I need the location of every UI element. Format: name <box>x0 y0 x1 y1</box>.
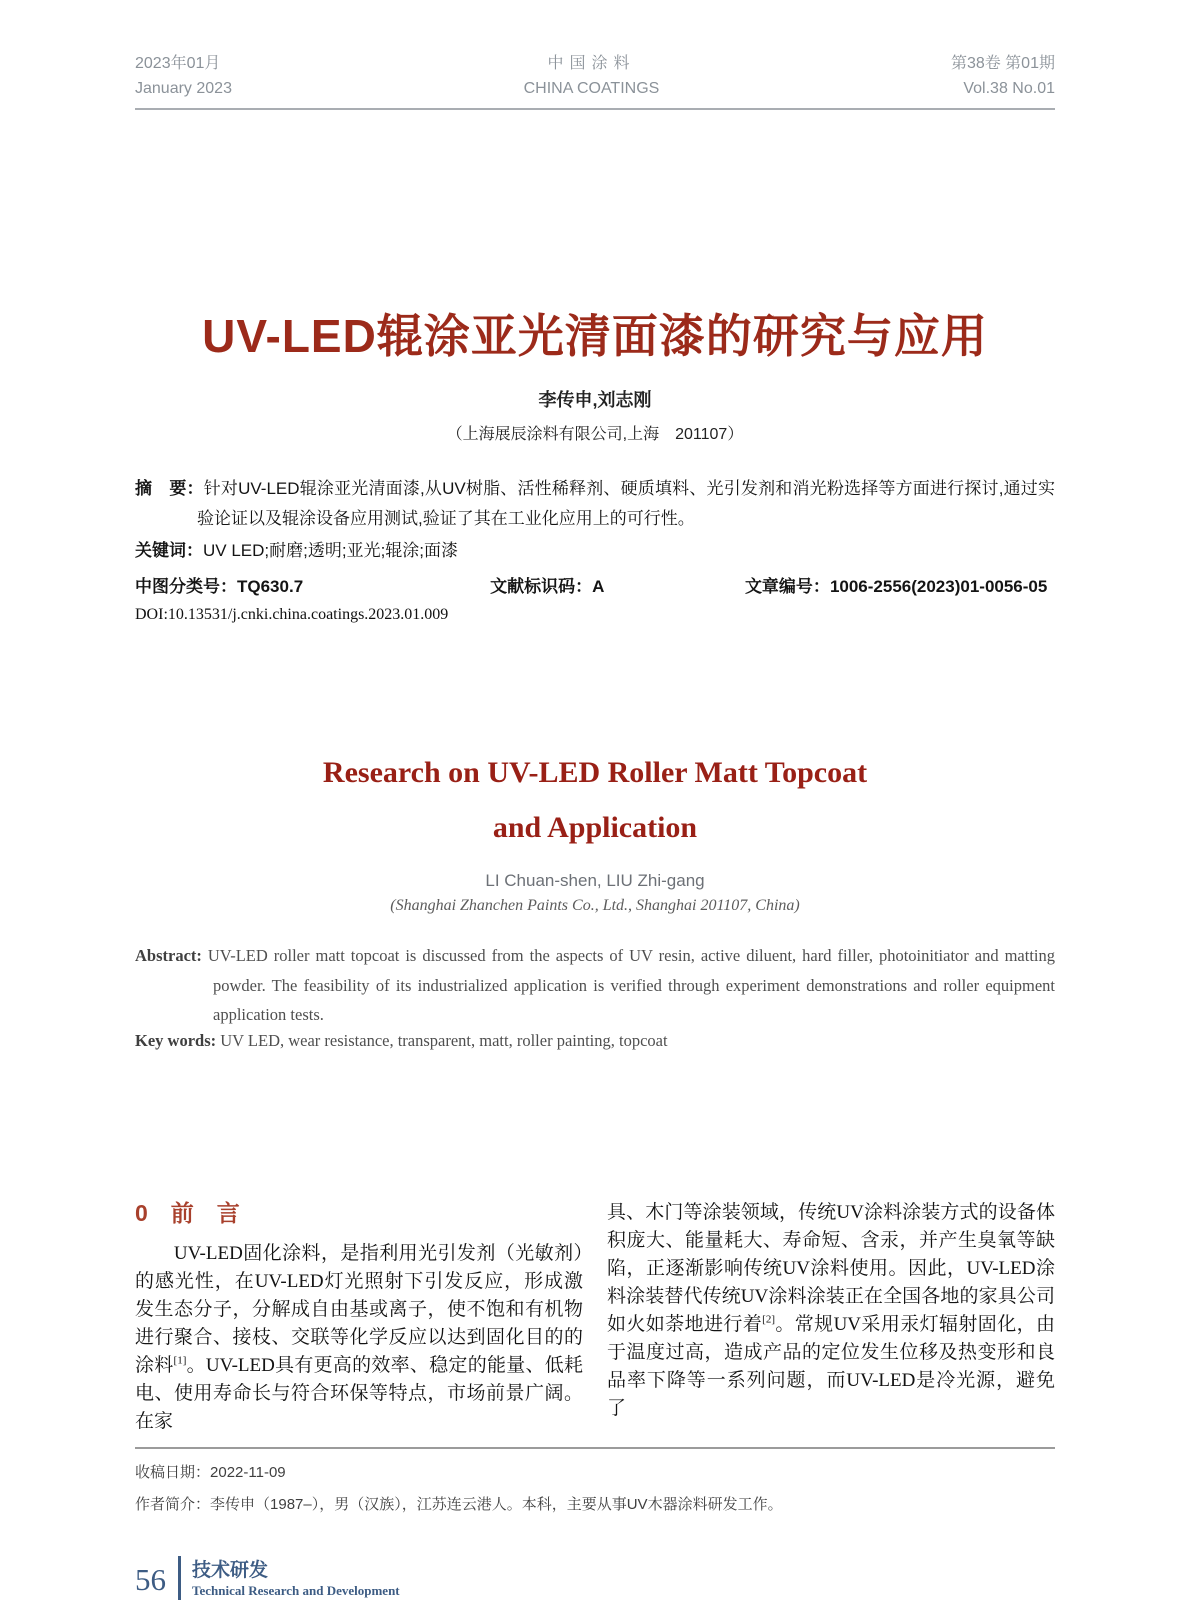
volume-issue-cn: 第38卷 第01期 <box>950 55 1055 72</box>
journal-name-en: CHINA COATINGS <box>523 79 660 97</box>
body-column-right <box>607 1199 1055 1436</box>
clc-value: TQ630.7 <box>237 576 304 596</box>
received-date-value: 2022-11-09 <box>210 1464 286 1482</box>
footer-column-title <box>192 1559 400 1600</box>
body-paragraph-right <box>607 1199 1055 1423</box>
journal-name-cn: 中国涂料 <box>547 55 636 72</box>
citation-ref-2: [2] <box>762 1313 775 1326</box>
affiliation-en: (Shanghai Zhanchen Paints Co., Ltd., Shanghai 201107, China) <box>390 897 800 915</box>
abstract-en-text: UV-LED roller matt topcoat is discussed from the aspects of UV resin, active diluent, hard filler, photoinitiator and matting powder. The feasibility of its industrialized application is verified through experiment demonstrations and roller equipment application tests. <box>201 946 1055 1024</box>
received-date-label: 收稿日期： <box>135 1464 211 1482</box>
footer-column-cn: 技术研发 <box>192 1559 269 1581</box>
author-bio-value: 李传申（1987–），男（汉族），江苏连云港人。本科，主要从事UV木器涂料研发工作。 <box>210 1495 783 1513</box>
body-columns <box>135 1199 1055 1436</box>
document-code-label: 文献标识码： <box>490 576 593 596</box>
article-title-en-line2: and Application <box>492 810 698 844</box>
document-code <box>490 572 745 597</box>
affiliation-cn: （上海展辰涂料有限公司,上海 201107） <box>446 426 744 444</box>
article-title-en-line1: Research on UV-LED Roller Matt Topcoat <box>322 755 868 789</box>
article-id-value: 1006-2556(2023)01-0056-05 <box>829 576 1048 596</box>
keywords-en <box>135 1031 1055 1051</box>
author-bio-label: 作者简介： <box>135 1495 211 1513</box>
clc-label: 中图分类号： <box>135 576 237 596</box>
classification-row <box>135 572 1055 597</box>
volume-issue-en: Vol.38 No.01 <box>963 79 1055 97</box>
abstract-cn-label: 摘 要： <box>135 479 204 499</box>
received-date <box>135 1457 1055 1489</box>
author-bio <box>135 1489 1055 1521</box>
citation-ref-1: [1] <box>173 1354 187 1367</box>
footer-column-en: Technical Research and Development <box>192 1582 400 1598</box>
abstract-cn-text: 针对UV-LED辊涂亚光清面漆,从UV树脂、活性稀释剂、硬质填料、光引发剂和消光粉选择等方面进行探讨,通过实验论证以及辊涂设备应用测试,验证了其在工业化应用上的可行性。 <box>197 479 1055 528</box>
body-paragraph-left <box>135 1240 583 1436</box>
section-heading-intro: 0 前 言 <box>135 1200 240 1227</box>
body-column-left <box>135 1199 583 1436</box>
issue-date-cn: 2023年01月 <box>135 55 221 72</box>
volume-issue <box>951 52 1055 102</box>
keywords-cn-text: UV LED;耐磨;透明;亚光;辊涂;面漆 <box>203 540 459 560</box>
authors-en: LI Chuan-shen, LIU Zhi-gang <box>485 871 705 891</box>
body-right-text-a: 具、木门等涂装领域，传统UV涂料涂装方式的设备体积庞大、能量耗大、寿命短、含汞，并产生臭氧等缺陷，正逐渐影响传统UV涂料使用。因此，UV-LED涂料涂装替代传统UV涂料涂装正在全国各地的家具公司如火如荼地进行着 <box>607 1202 1055 1336</box>
keywords-cn-label: 关键词： <box>135 540 203 560</box>
abstract-en-label: Abstract: <box>135 946 202 966</box>
article-id <box>745 572 1055 597</box>
page-footer <box>135 1556 1055 1600</box>
issue-date <box>135 52 232 102</box>
keywords-en-text: UV LED, wear resistance, transparent, matt, roller painting, topcoat <box>216 1031 668 1051</box>
page-number: 56 <box>135 1561 166 1597</box>
body-left-text-b: 。UV-LED具有更高的效率、稳定的能量、低耗电、使用寿命长与符合环保等特点，市场前景广阔。在家 <box>135 1355 583 1433</box>
footnote <box>135 1447 1055 1520</box>
abstract-cn <box>135 474 1055 532</box>
keywords-cn <box>135 536 1055 561</box>
journal-name <box>524 52 660 102</box>
running-head <box>135 52 1055 110</box>
doi: DOI:10.13531/j.cnki.china.coatings.2023.01.009 <box>135 605 449 623</box>
authors-cn: 李传申,刘志刚 <box>538 390 652 411</box>
footer-divider-bar <box>178 1556 181 1600</box>
abstract-en <box>135 941 1055 1029</box>
body-left-text-a: UV-LED固化涂料，是指利用光引发剂（光敏剂）的感光性，在UV-LED灯光照射下引发反应，形成激发生态分子，分解成自由基或离子，使不饱和有机物进行聚合、接枝、交联等化学反应以达到固化目的的涂料 <box>135 1243 583 1377</box>
article-title-cn: UV-LED辊涂亚光清面漆的研究与应用 <box>202 309 988 362</box>
article-id-label: 文章编号： <box>744 576 830 596</box>
keywords-en-label: Key words: <box>135 1031 217 1051</box>
body-right-text-b: 。常规UV采用汞灯辐射固化，由于温度过高，造成产品的定位发生位移及热变形和良品率下降等一系列问题，而UV-LED是冷光源，避免了 <box>607 1314 1055 1420</box>
clc-number <box>135 572 490 597</box>
issue-date-en: January 2023 <box>135 79 232 97</box>
document-code-value: A <box>592 576 605 596</box>
article-title-en <box>135 746 1055 855</box>
